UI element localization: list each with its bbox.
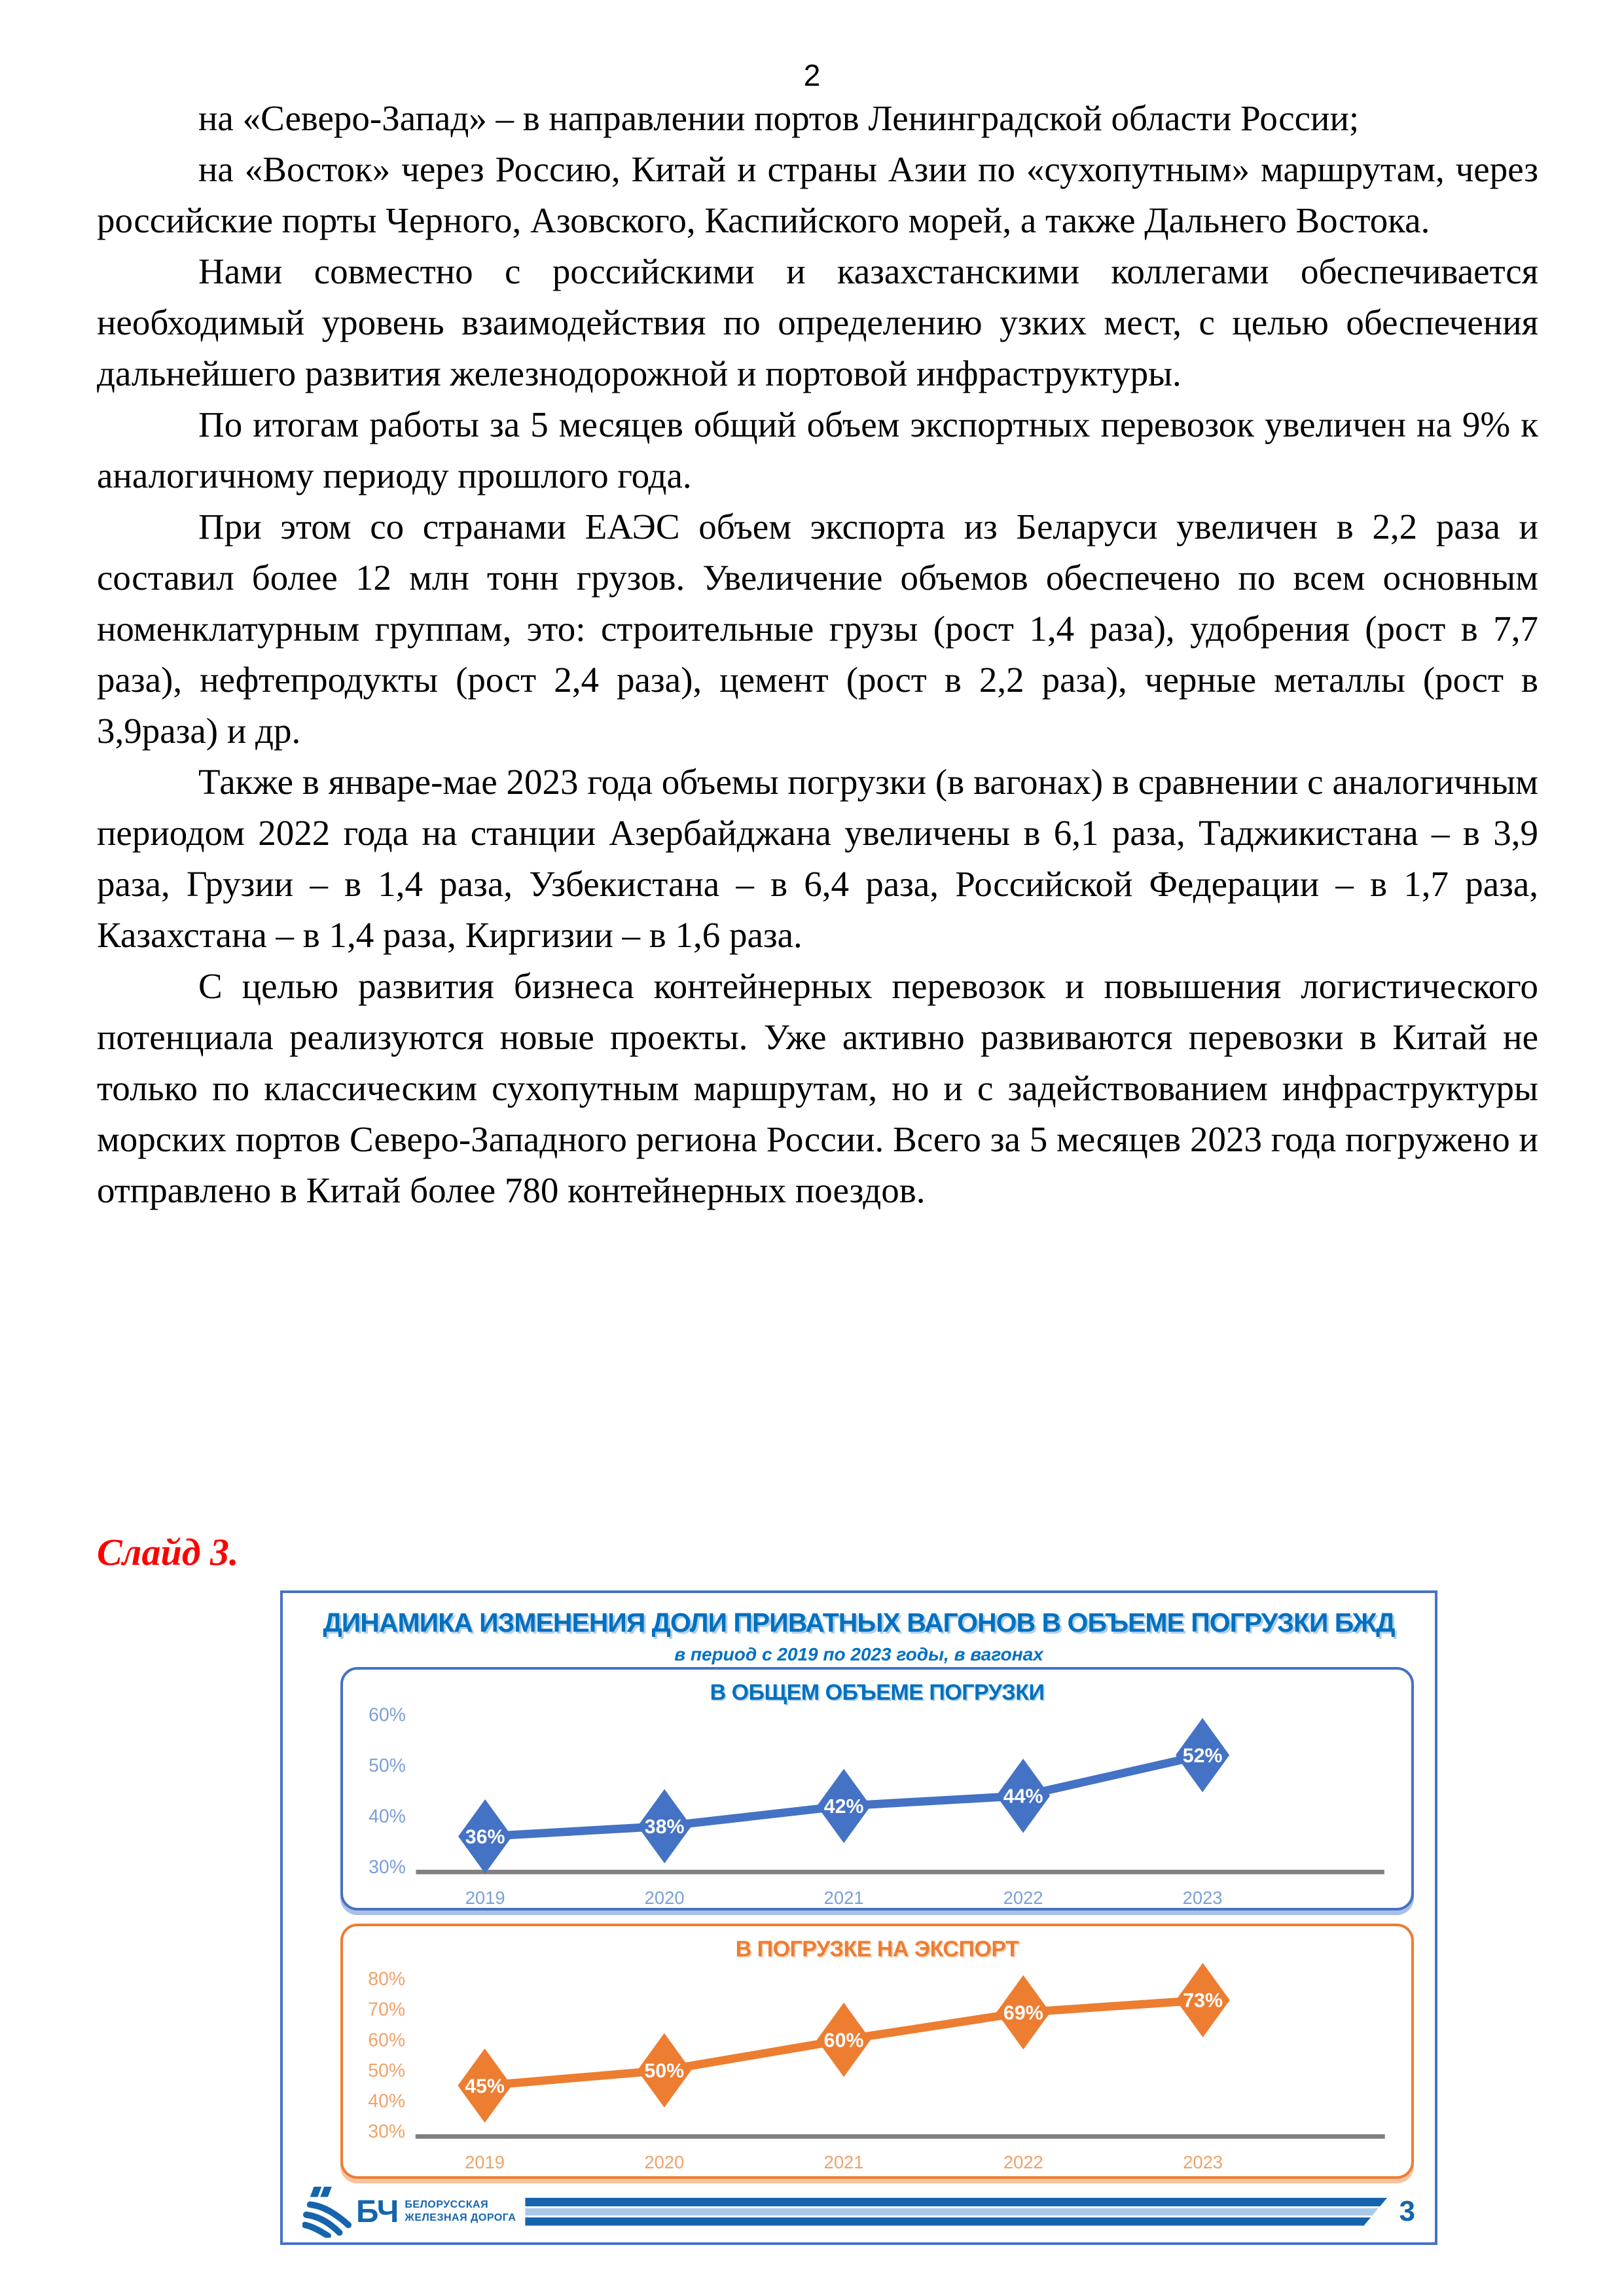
y-tick-label: 50%: [369, 1755, 406, 1776]
x-tick-label: 2022: [1003, 2152, 1043, 2173]
paragraph: С целью развития бизнеса контейнерных перевозок и повышения логистического потенциала реализуются новые проекты. Уже активно развиваются перевозки в Китай не только по классическим сухопутным маршрутам, но и с задействованием инфраструктуры морских портов Северо-Западного региона России. Всего за 5 месяцев 2023 года погружено и отправлено в Китай более 780 контейнерных поездов.: [97, 966, 1538, 1210]
logo-text: [405, 2198, 516, 2225]
logo-text-line1: БЕЛОРУССКАЯ: [405, 2199, 489, 2210]
slide-title: ДИНАМИКА ИЗМЕНЕНИЯ ДОЛИ ПРИВАТНЫХ ВАГОНОВ В ОБЪЕМЕ ПОГРУЗКИ БЖД: [323, 1607, 1395, 1638]
data-point-label: 52%: [1182, 1745, 1223, 1767]
y-tick-label: 60%: [368, 2030, 406, 2051]
slide-footer: [302, 2185, 1415, 2238]
x-tick-label: 2019: [465, 1888, 505, 1908]
x-tick-label: 2022: [1003, 1888, 1043, 1908]
document-body: [97, 93, 1538, 1216]
line-chart-svg: [343, 1926, 1411, 2176]
paragraph: на «Восток» через Россию, Китай и страны Азии по «сухопутным» маршрутам, через российские порты Черного, Азовского, Каспийского морей, а также Дальнего Востока.: [97, 149, 1538, 240]
slide-label: Слайд 3.: [97, 1531, 239, 1573]
y-tick-label: 60%: [369, 1704, 406, 1726]
x-tick-label: 2023: [1183, 2152, 1223, 2173]
paragraph: При этом со странами ЕАЭС объем экспорта из Беларуси увеличен в 2,2 раза и составил более 12 млн тонн грузов. Увеличение объемов обеспечено по всем основным номенклатурным группам, это: строительные грузы (рост 1,4 раза), удобрения (рост в 7,7 раза), нефтепродукты (рост 2,4 раза), цемент (рост в 2,2 раза), черные металлы (рост в 3,9раза) и др.: [97, 507, 1538, 751]
paragraph: Также в январе-мае 2023 года объемы погрузки (в вагонах) в сравнении с аналогичным периодом 2022 года на станции Азербайджана увеличены в 6,1 раза, Таджикистана – в 3,9 раза, Грузии – в 1,4 раза, Узбекистана – в 6,4 раза, Российской Федерации – в 1,7 раза, Казахстана – в 1,4 раза, Киргизии – в 1,6 раза.: [97, 762, 1538, 955]
railway-logo-icon: [302, 2185, 353, 2238]
data-point-label: 36%: [465, 1826, 505, 1848]
x-tick-label: 2023: [1182, 1888, 1223, 1908]
logo-stripe-bar: [525, 2198, 1387, 2226]
paragraph: Нами совместно с российскими и казахстанскими коллегами обеспечивается необходимый уровень взаимодействия по определению узких мест, с целью обеспечения дальнейшего развития железнодорожной и портовой инфраструктуры.: [97, 251, 1538, 393]
x-tick-label: 2020: [644, 2152, 685, 2173]
line-chart-export: [343, 1926, 1411, 2176]
data-point-label: 42%: [823, 1795, 864, 1818]
y-tick-label: 40%: [369, 1806, 406, 1827]
data-point-label: 44%: [1003, 1785, 1043, 1808]
y-tick-label: 70%: [368, 1999, 406, 2020]
chart-title-total: В ОБЩЕМ ОБЪЕМЕ ПОГРУЗКИ: [710, 1680, 1045, 1705]
paragraph: По итогам работы за 5 месяцев общий объем экспортных перевозок увеличен на 9% к аналогичному периоду прошлого года.: [97, 404, 1538, 495]
y-tick-label: 50%: [368, 2060, 406, 2081]
slide-subtitle: в период с 2019 по 2023 годы, в вагонах: [674, 1644, 1043, 1664]
data-point-label: 60%: [823, 2030, 864, 2052]
logo-abbr: БЧ: [356, 2194, 399, 2229]
chart-title-export: В ПОГРУЗКЕ НА ЭКСПОРТ: [735, 1937, 1019, 1962]
chart-export-loading: [340, 1924, 1414, 2179]
data-point-label: 50%: [644, 2060, 685, 2082]
data-point-label: 73%: [1183, 1990, 1223, 2012]
logo-text-line2: ЖЕЛЕЗНАЯ ДОРОГА: [405, 2212, 516, 2223]
y-tick-label: 80%: [368, 1969, 406, 1990]
x-tick-label: 2021: [823, 2152, 864, 2173]
page-number: 2: [803, 58, 821, 92]
embedded-slide: [280, 1590, 1437, 2245]
data-point-label: 38%: [644, 1816, 685, 1839]
y-tick-label: 30%: [369, 1857, 406, 1878]
y-tick-label: 40%: [368, 2090, 406, 2112]
x-tick-label: 2020: [644, 1888, 685, 1908]
slide-page-number: 3: [1399, 2195, 1415, 2227]
x-tick-label: 2021: [823, 1888, 864, 1908]
data-point-label: 69%: [1003, 2002, 1043, 2024]
data-point-label: 45%: [465, 2075, 505, 2098]
chart-total-loading: [340, 1667, 1414, 1910]
paragraph: на «Северо-Запад» – в направлении портов Ленинградской области России;: [198, 98, 1360, 138]
x-tick-label: 2019: [465, 2152, 505, 2173]
y-tick-label: 30%: [368, 2121, 406, 2143]
